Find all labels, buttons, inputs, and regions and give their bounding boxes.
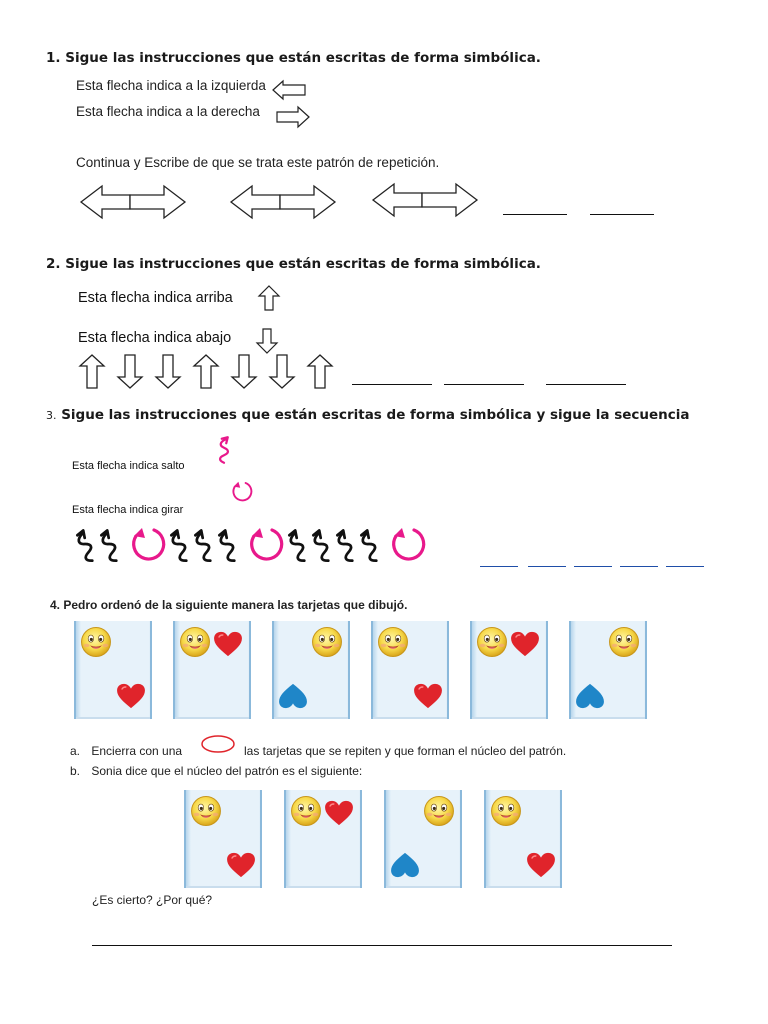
item-a-letter: a.: [70, 744, 81, 758]
item-b-text: Sonia dice que el núcleo del patrón es el siguiente:: [91, 764, 363, 778]
question-1-heading: [46, 50, 541, 66]
jump-arrow-icon: [217, 530, 239, 562]
smiley-face-icon: [192, 797, 221, 826]
pattern-card: [470, 621, 548, 719]
item-a-text-start: Encierra con una: [91, 744, 183, 758]
up-arrow-label: Esta flecha indica arriba: [78, 290, 233, 306]
smiley-face-icon: [313, 628, 342, 657]
pattern-card: [173, 621, 251, 719]
jump-arrow-icon: [99, 530, 121, 562]
up-arrow-icon: [308, 355, 332, 388]
smiley-face-icon: [181, 628, 210, 657]
circle-icon: [200, 734, 236, 754]
turn-arrow-icon: [252, 528, 282, 559]
smiley-face-icon: [492, 797, 521, 826]
jump-arrow-icon: [311, 530, 333, 562]
up-down-sequence: [80, 354, 350, 390]
left-right-arrow-pair-3: [372, 182, 478, 218]
down-arrow-icon: [118, 355, 142, 388]
answer-blank[interactable]: [528, 566, 566, 567]
down-arrow-icon: [270, 355, 294, 388]
answer-blank[interactable]: [480, 566, 518, 567]
question-4-heading: [50, 598, 407, 612]
answer-blank[interactable]: [620, 566, 658, 567]
smiley-face-icon: [610, 628, 639, 657]
red-heart-icon: [414, 684, 442, 708]
jump-arrow-icon: [75, 530, 97, 562]
pattern-card: [272, 621, 350, 719]
red-heart-icon: [214, 632, 242, 656]
pattern-card: [74, 621, 152, 719]
question-3-number: 3.: [46, 409, 57, 422]
item-b: [70, 764, 362, 778]
item-b-letter: b.: [70, 764, 81, 778]
blue-heart-icon: [576, 684, 604, 708]
pattern-card: [284, 790, 362, 888]
blue-heart-icon: [391, 853, 419, 877]
answer-line[interactable]: [92, 945, 672, 946]
question-2-title: Sigue las instrucciones que están escritas de forma simbólica.: [65, 256, 541, 272]
answer-blank[interactable]: [546, 384, 626, 385]
jump-arrow-label: Esta flecha indica salto: [72, 460, 185, 472]
item-a-text-end: las tarjetas que se repiten y que forman el núcleo del patrón.: [244, 744, 567, 758]
right-arrow-label: Esta flecha indica a la derecha: [76, 104, 260, 119]
jump-arrow-icon: [287, 530, 309, 562]
question-1-instruction: Continua y Escribe de que se trata este patrón de repetición.: [76, 155, 440, 170]
red-heart-icon: [227, 853, 255, 877]
jump-arrow-icon: [169, 530, 191, 562]
red-heart-icon: [511, 632, 539, 656]
pattern-card: [184, 790, 262, 888]
up-arrow-icon: [194, 355, 218, 388]
jump-turn-sequence: [78, 520, 478, 568]
jump-arrow-icon: [359, 530, 381, 562]
jump-arrow-icon: [218, 430, 236, 470]
left-right-arrow-pair-2: [230, 184, 336, 220]
red-heart-icon: [117, 684, 145, 708]
up-arrow-icon: [80, 355, 104, 388]
pedro-card-row: [74, 621, 664, 721]
left-right-arrow-pair-1: [80, 184, 186, 220]
smiley-face-icon: [425, 797, 454, 826]
left-arrow-label: Esta flecha indica a la izquierda: [76, 78, 266, 93]
down-arrow-icon: [256, 328, 278, 354]
question-3-heading: [46, 407, 690, 423]
sonia-card-row: [184, 790, 574, 890]
red-heart-icon: [325, 801, 353, 825]
down-arrow-label: Esta flecha indica abajo: [78, 330, 232, 346]
question-2-heading: [46, 256, 541, 272]
question-4-title: Pedro ordenó de la siguiente manera las tarjetas que dibujó.: [63, 598, 408, 612]
blue-heart-icon: [279, 684, 307, 708]
pattern-card: [371, 621, 449, 719]
smiley-face-icon: [379, 628, 408, 657]
down-arrow-icon: [156, 355, 180, 388]
answer-blank[interactable]: [352, 384, 432, 385]
question-2-number: 2.: [46, 256, 61, 272]
jump-arrow-icon: [335, 530, 357, 562]
red-heart-icon: [527, 853, 555, 877]
answer-blank[interactable]: [666, 566, 704, 567]
smiley-face-icon: [478, 628, 507, 657]
smiley-face-icon: [292, 797, 321, 826]
answer-blank[interactable]: [574, 566, 612, 567]
question-4-prompt: ¿Es cierto? ¿Por qué?: [92, 893, 213, 907]
question-4-number: 4.: [50, 598, 61, 612]
jump-arrow-icon: [193, 530, 215, 562]
pattern-card: [484, 790, 562, 888]
answer-blank[interactable]: [444, 384, 524, 385]
up-arrow-icon: [258, 285, 280, 311]
turn-arrow-icon: [134, 528, 164, 559]
question-3-title: Sigue las instrucciones que están escritas de forma simbólica y sigue la secuencia: [61, 407, 690, 423]
left-arrow-icon: [272, 80, 306, 100]
pattern-card: [569, 621, 647, 719]
pattern-card: [384, 790, 462, 888]
turn-arrow-icon: [394, 528, 424, 559]
answer-blank[interactable]: [503, 214, 567, 215]
down-arrow-icon: [232, 355, 256, 388]
turn-arrow-icon: [230, 478, 254, 506]
question-1-title: Sigue las instrucciones que están escritas de forma simbólica.: [65, 50, 541, 66]
item-a: [70, 744, 182, 758]
smiley-face-icon: [82, 628, 111, 657]
right-arrow-icon: [276, 106, 310, 128]
answer-blank[interactable]: [590, 214, 654, 215]
question-1-number: 1.: [46, 50, 61, 66]
turn-arrow-label: Esta flecha indica girar: [72, 504, 184, 516]
